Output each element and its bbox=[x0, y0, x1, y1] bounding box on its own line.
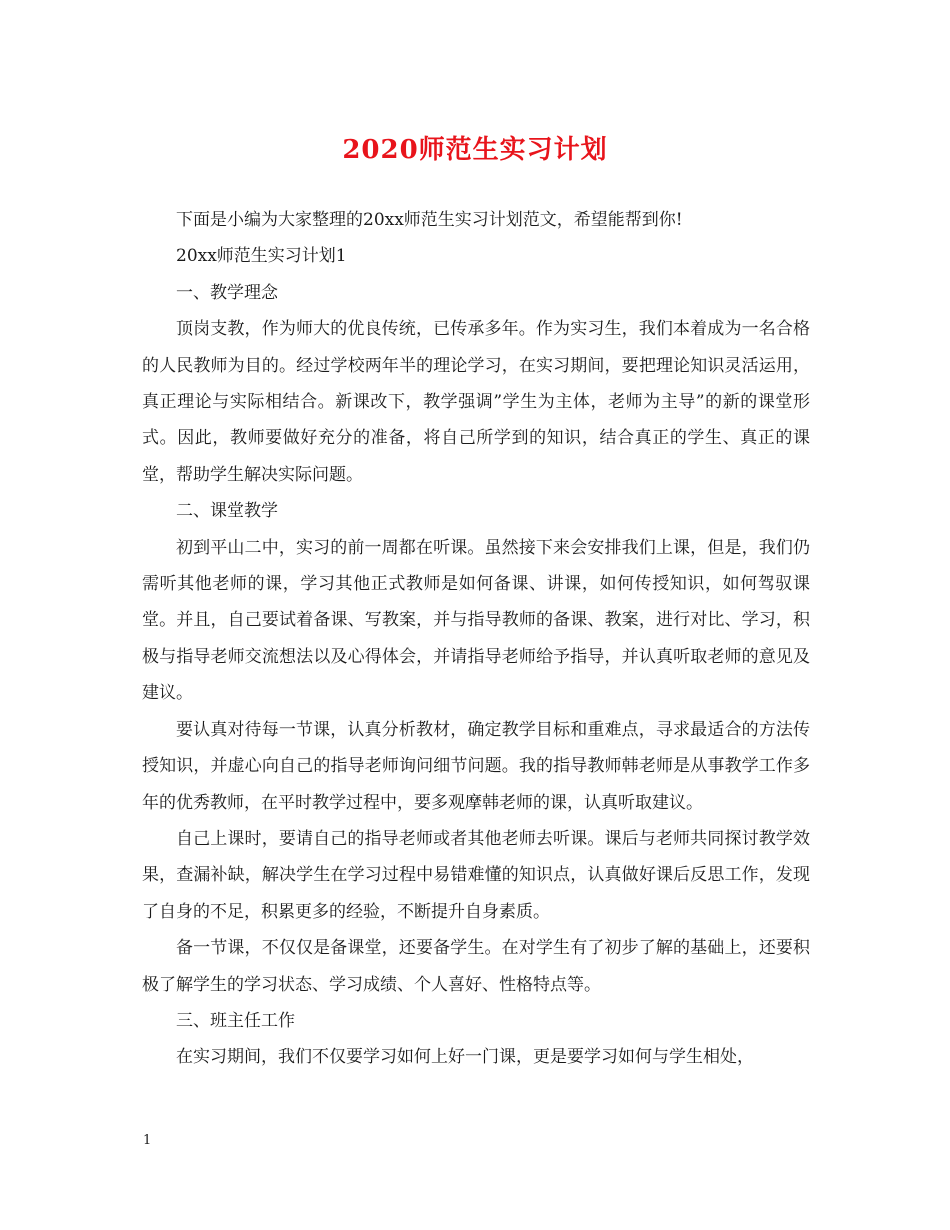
document-title: 2020师范生实习计划 bbox=[342, 135, 608, 165]
paragraph-classroom-2: 要认真对待每一节课，认真分析教材，确定教学目标和重难点，寻求最适合的方法传授知识，并虚心向自己的指导老师询问细节问题。我的指导教师韩老师是从事教学工作多年的优秀教师，在平时教学过程中，要多观摩韩老师的课，认真听取建议。 bbox=[142, 719, 810, 813]
document-body bbox=[142, 202, 810, 1076]
paragraph-head-teacher-1: 在实习期间，我们不仅要学习如何上好一门课，更是要学习如何与学生相处， bbox=[176, 1047, 754, 1068]
paragraph-plan-heading: 20xx师范生实习计划1 bbox=[176, 246, 347, 267]
page-number: 1 bbox=[143, 1133, 152, 1148]
paragraph-classroom-3: 自己上课时，要请自己的指导老师或者其他老师去听课。课后与老师共同探讨教学效果，查漏补缺，解决学生在学习过程中易错难懂的知识点，认真做好课后反思工作，发现了自身的不足，积累更多的经验，不断提升自身素质。 bbox=[142, 828, 810, 922]
section-heading-classroom-teaching: 二、课堂教学 bbox=[176, 501, 278, 522]
paragraph-classroom-4: 备一节课，不仅仅是备课堂，还要备学生。在对学生有了初步了解的基础上，还要积极了解学生的学习状态、学习成绩、个人喜好、性格特点等。 bbox=[142, 938, 810, 995]
paragraph-intro: 下面是小编为大家整理的20xx师范生实习计划范文，希望能帮到你! bbox=[176, 210, 683, 230]
paragraph-classroom-1: 初到平山二中，实习的前一周都在听课。虽然接下来会安排我们上课，但是，我们仍需听其他老师的课，学习其他正式教师是如何备课、讲课，如何传授知识，如何驾驭课堂。并且，自己要试着备课、写教案，并与指导教师的备课、教案，进行对比、学习，积极与指导老师交流想法以及心得体会，并请指导老师给予指导，并认真听取老师的意见及建议。 bbox=[142, 537, 810, 704]
section-heading-head-teacher-work: 三、班主任工作 bbox=[176, 1010, 295, 1031]
paragraph-teaching-philosophy: 顶岗支教，作为师大的优良传统，已传承多年。作为实习生，我们本着成为一名合格的人民教师为目的。经过学校两年半的理论学习，在实习期间，要把理论知识灵活运用，真正理论与实际相结合。新课改下，教学强调”学生为主体，老师为主导”的新的课堂形式。因此，教师要做好充分的准备，将自己所学到的知识，结合真正的学生、真正的课堂，帮助学生解决实际问题。 bbox=[142, 319, 810, 485]
section-heading-teaching-philosophy: 一、教学理念 bbox=[176, 282, 278, 303]
